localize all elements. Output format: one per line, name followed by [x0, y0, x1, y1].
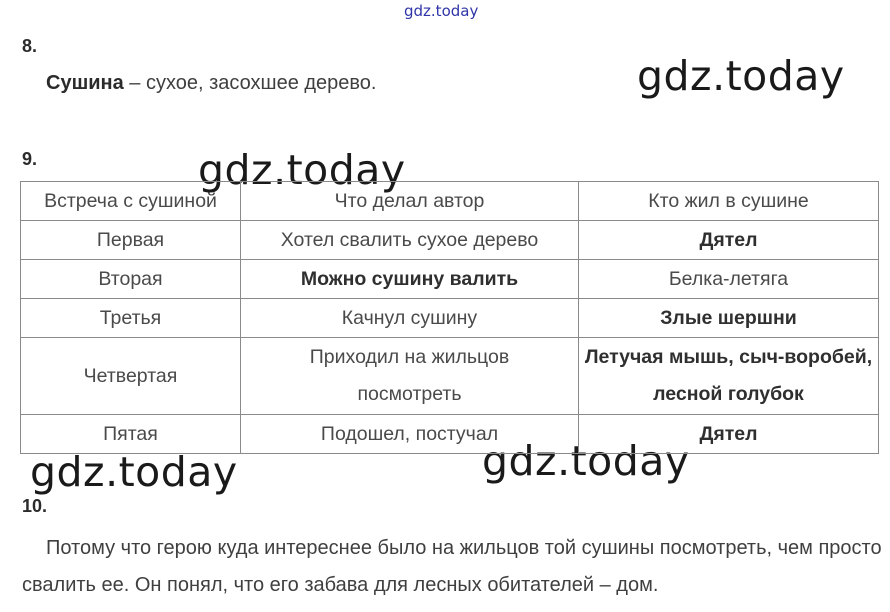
table-row — [21, 260, 879, 299]
table-header: Встреча с сушиной — [21, 182, 241, 221]
watermark: gdz.today — [637, 52, 845, 100]
table-cell: Вторая — [21, 260, 241, 299]
table-cell: Хотел свалить сухое дерево — [241, 221, 579, 260]
watermark: gdz.today — [198, 146, 406, 194]
table-cell: Подошел, постучал — [241, 415, 579, 454]
table-header: Кто жил в сушине — [579, 182, 879, 221]
table-header: Что делал автор — [241, 182, 579, 221]
table-cell: Пятая — [21, 415, 241, 454]
answer-paragraph — [22, 530, 882, 604]
table-cell: Первая — [21, 221, 241, 260]
section-number-10: 10. — [22, 496, 48, 516]
watermark: gdz.today — [404, 2, 479, 20]
section-number-8: 8. — [22, 36, 38, 56]
table-cell: Качнул сушину — [241, 299, 579, 338]
table-row — [21, 338, 879, 415]
definition-line — [46, 72, 377, 95]
watermark: gdz.today — [30, 448, 238, 496]
table-header-row — [21, 182, 879, 221]
table-cell: Четвертая — [21, 338, 241, 415]
table-cell: Дятел — [579, 221, 879, 260]
table-row — [21, 415, 879, 454]
table-row — [21, 299, 879, 338]
table-cell: Приходил на жильцов посмотреть — [241, 338, 579, 415]
table-row — [21, 221, 879, 260]
watermark: gdz.today — [482, 437, 690, 485]
table-cell: Можно сушину валить — [241, 260, 579, 299]
definition-term: Сушина — [46, 72, 124, 94]
table-cell: Белка-летяга — [579, 260, 879, 299]
table-cell: Третья — [21, 299, 241, 338]
definition-text: – сухое, засохшее дерево. — [123, 72, 377, 94]
table-cell: Дятел — [579, 415, 879, 454]
meetings-table — [20, 181, 879, 454]
table-cell: Летучая мышь, сыч-воробей, лесной голубок — [579, 338, 879, 415]
section-number-9: 9. — [22, 149, 38, 169]
answer-text: Потому что герою куда интереснее было на жильцов той сушины посмотреть, чем просто свалить ее. Он понял, что его забава для лесных обитателей – дом. — [22, 537, 882, 596]
table-cell: Злые шершни — [579, 299, 879, 338]
